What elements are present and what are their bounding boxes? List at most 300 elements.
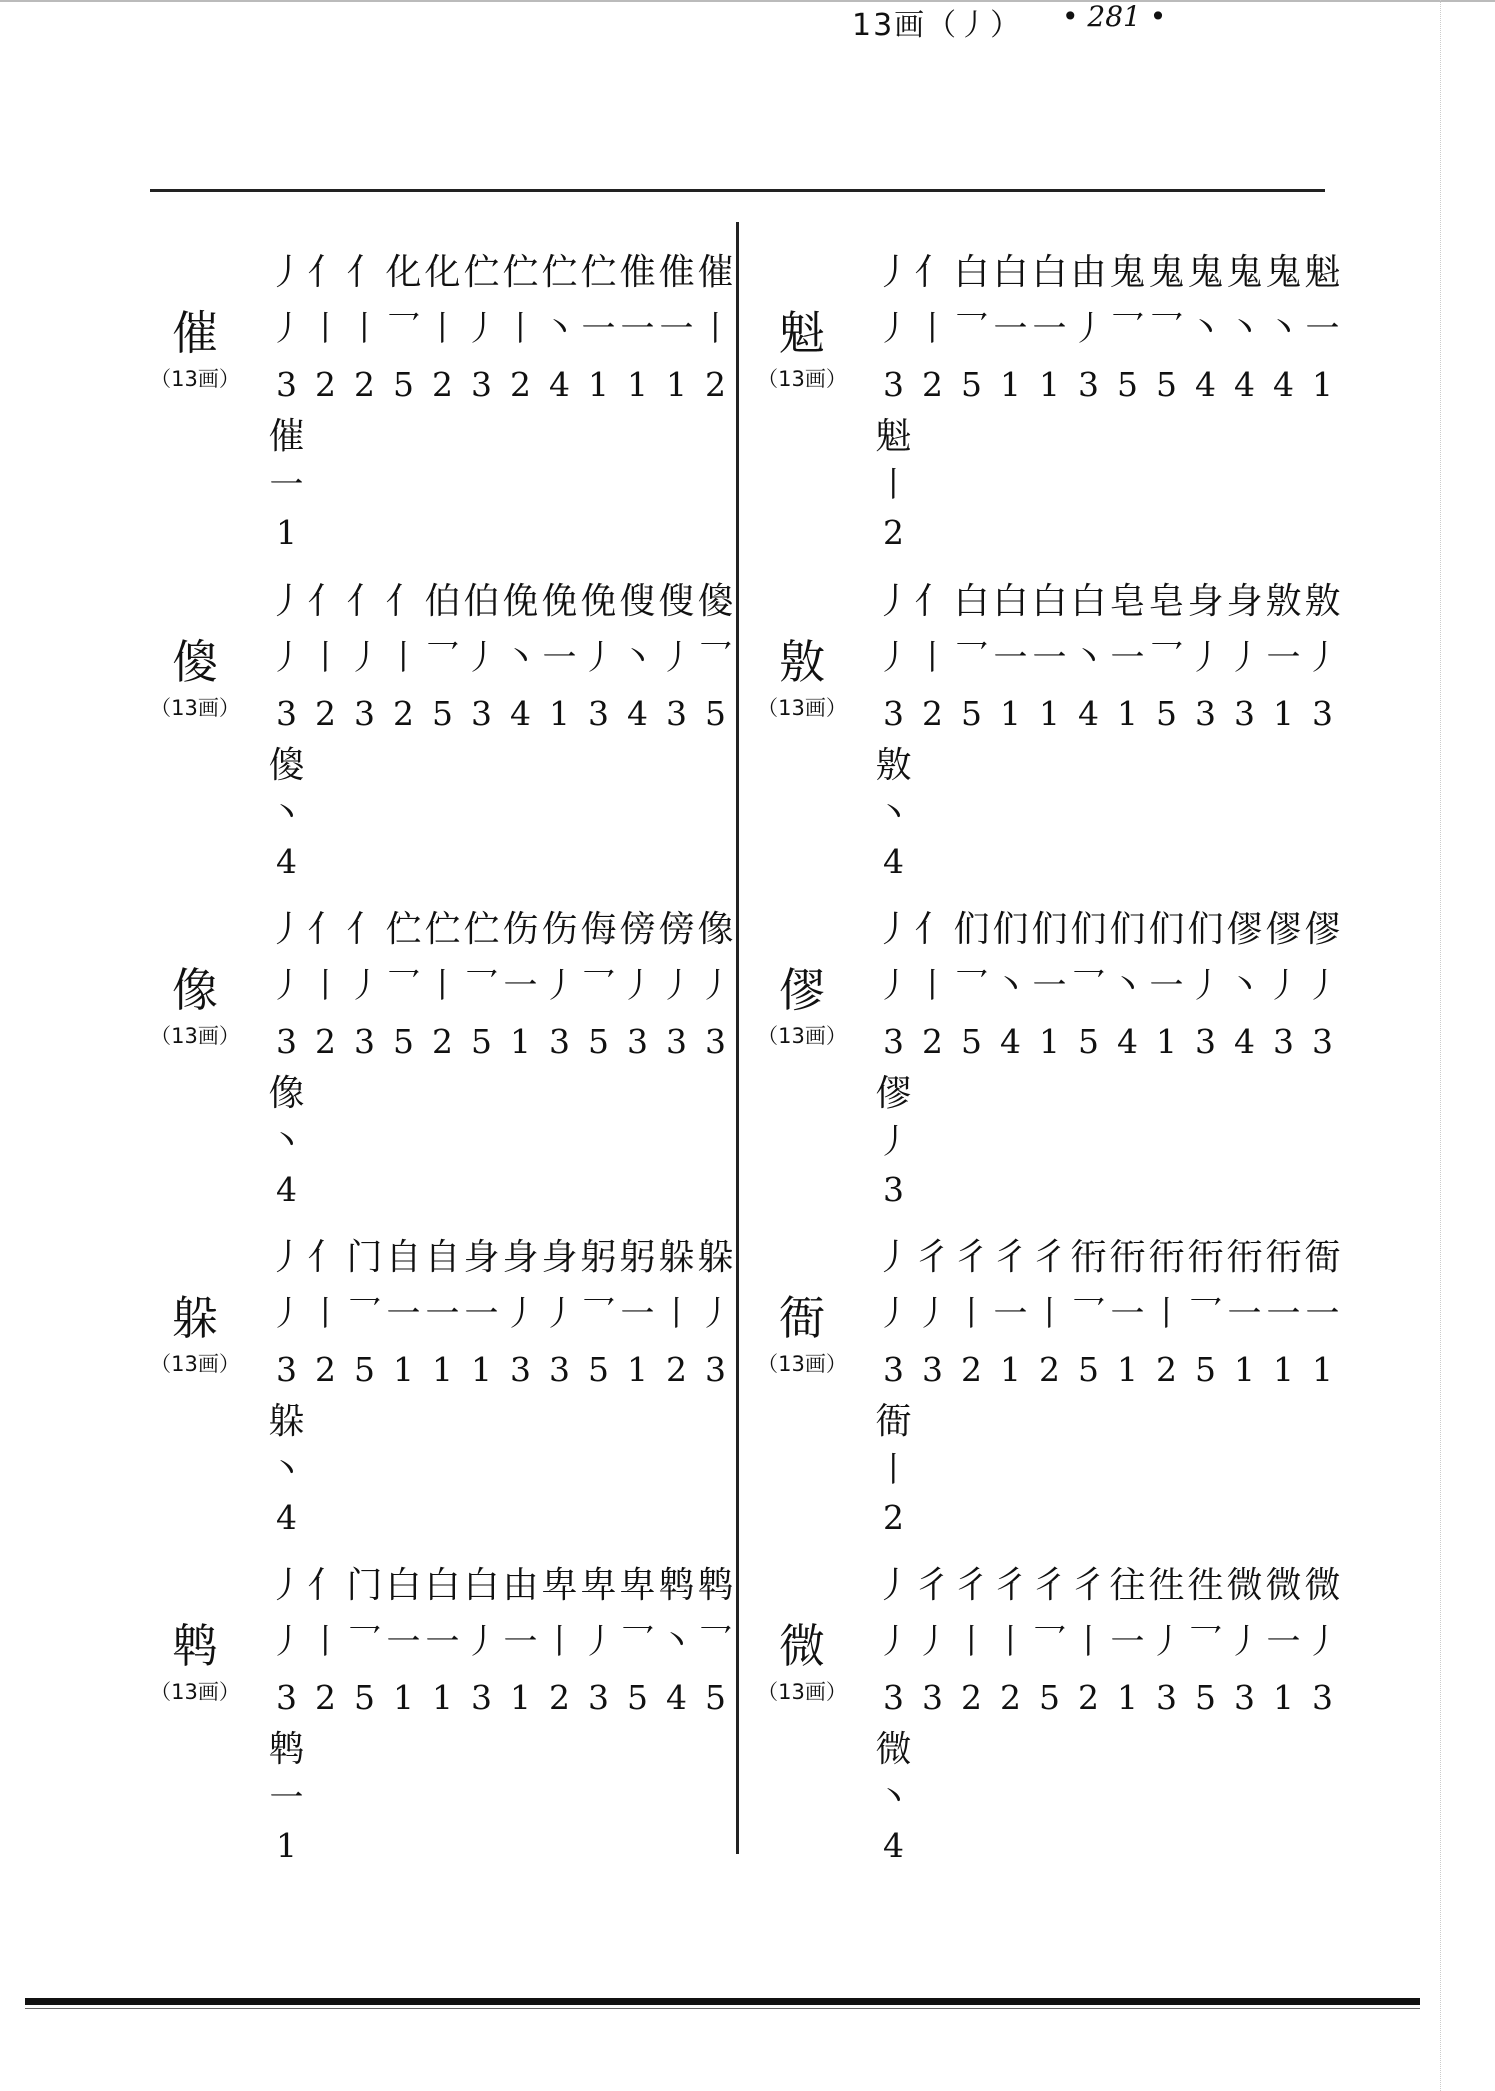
sequence-glyph: 身 xyxy=(463,1237,500,1278)
sequence-glyph: 侮 xyxy=(580,909,617,950)
stroke-glyph: 丨 xyxy=(1032,1294,1067,1334)
stroke-shape-row xyxy=(874,301,1354,357)
stroke-number: 1 xyxy=(1039,1022,1060,1061)
stroke-number-row xyxy=(267,1670,747,1726)
stroke-number: 3 xyxy=(276,694,297,733)
sequence-glyph: 亻 xyxy=(346,581,383,622)
stroke-count-label: （13画） xyxy=(757,1024,847,1048)
sequence-glyph: 躬 xyxy=(580,1237,617,1278)
stroke-glyph: 丿 xyxy=(269,309,304,349)
sequence-glyph: 俛 xyxy=(580,581,617,622)
stroke-number: 2 xyxy=(961,1350,982,1389)
stroke-order-grid xyxy=(874,1230,1354,1398)
sequence-glyph: 徃 xyxy=(1148,1565,1185,1606)
sequence-glyph: 丿 xyxy=(268,1565,305,1606)
stroke-glyph: 丶 xyxy=(1227,966,1262,1006)
stroke-glyph: 乛 xyxy=(1071,966,1106,1006)
stroke-shape-row xyxy=(267,301,747,357)
sequence-glyph: 衎 xyxy=(1148,1237,1185,1278)
stroke-glyph: 丿 xyxy=(620,966,655,1006)
sequence-glyph: 僇 xyxy=(1304,909,1341,950)
stroke-glyph: 一 xyxy=(993,309,1028,349)
stroke-glyph: 一 xyxy=(659,309,694,349)
stroke-glyph: 乛 xyxy=(425,638,460,678)
stroke-number: 3 xyxy=(354,1022,375,1061)
stroke-glyph: 丶 xyxy=(1071,638,1106,678)
stroke-number: 2 xyxy=(393,694,414,733)
stroke-glyph: 丿 xyxy=(659,638,694,678)
stroke-number: 2 xyxy=(666,1350,687,1389)
sequence-glyph: 自 xyxy=(424,1237,461,1278)
final-character: 像 xyxy=(268,1073,305,1114)
stroke-glyph: 乛 xyxy=(1188,1294,1223,1334)
stroke-number: 1 xyxy=(1117,1350,1138,1389)
stroke-glyph: 丿 xyxy=(698,966,733,1006)
stroke-entry xyxy=(757,245,1362,555)
stroke-glyph: 丨 xyxy=(993,1622,1028,1662)
final-stroke-column xyxy=(874,413,934,557)
sequence-glyph: 彳 xyxy=(1031,1565,1068,1606)
sequence-glyph: 身 xyxy=(1226,581,1263,622)
stroke-glyph: 丨 xyxy=(425,309,460,349)
stroke-glyph: 丿 xyxy=(1188,966,1223,1006)
stroke-number: 2 xyxy=(1078,1678,1099,1717)
stroke-order-grid xyxy=(267,574,747,742)
sequence-glyph: 皂 xyxy=(1148,581,1185,622)
stroke-glyph: 丨 xyxy=(915,966,950,1006)
stroke-number: 4 xyxy=(1117,1022,1138,1061)
stroke-glyph: 丿 xyxy=(1305,1622,1340,1662)
stroke-number: 1 xyxy=(1312,1350,1333,1389)
stroke-number: 5 xyxy=(1078,1350,1099,1389)
stroke-count-label: （13画） xyxy=(150,1352,240,1376)
stroke-number: 3 xyxy=(883,1678,904,1717)
sequence-glyph: 白 xyxy=(1070,581,1107,622)
stroke-number: 1 xyxy=(393,1350,414,1389)
final-character: 魁 xyxy=(875,416,912,457)
final-stroke-column xyxy=(267,742,327,886)
stroke-number: 1 xyxy=(1156,1022,1177,1061)
sequence-glyph: 往 xyxy=(1109,1565,1146,1606)
stroke-number: 1 xyxy=(1117,1678,1138,1717)
header-rule xyxy=(150,189,1325,192)
stroke-glyph: 乛 xyxy=(1188,1622,1223,1662)
sequence-glyph: 丿 xyxy=(268,909,305,950)
stroke-sequence-row xyxy=(267,902,747,958)
stroke-number: 3 xyxy=(549,1022,570,1061)
stroke-glyph: 丿 xyxy=(1149,1622,1184,1662)
stroke-number: 2 xyxy=(432,365,453,404)
sequence-glyph: 亻 xyxy=(307,909,344,950)
sequence-glyph: 彳 xyxy=(992,1565,1029,1606)
stroke-shape-row xyxy=(874,1286,1354,1342)
stroke-number: 1 xyxy=(1000,694,1021,733)
stroke-glyph: 一 xyxy=(386,1294,421,1334)
sequence-glyph: 伫 xyxy=(541,252,578,293)
sequence-glyph: 衎 xyxy=(1265,1237,1302,1278)
stroke-number-row xyxy=(874,357,1354,413)
sequence-glyph: 门 xyxy=(346,1237,383,1278)
stroke-glyph: 一 xyxy=(425,1622,460,1662)
stroke-number: 1 xyxy=(471,1350,492,1389)
stroke-number: 5 xyxy=(961,694,982,733)
stroke-number: 4 xyxy=(1234,1022,1255,1061)
sequence-glyph: 伫 xyxy=(463,252,500,293)
sequence-glyph: 们 xyxy=(1031,909,1068,950)
sequence-glyph: 亻 xyxy=(914,252,951,293)
final-stroke-number: 4 xyxy=(276,1498,297,1537)
stroke-glyph: 丿 xyxy=(464,309,499,349)
stroke-glyph: 乛 xyxy=(581,966,616,1006)
final-stroke-column xyxy=(267,413,327,557)
sequence-glyph: 伫 xyxy=(424,909,461,950)
stroke-glyph: 乛 xyxy=(1110,309,1145,349)
sequence-glyph: 白 xyxy=(953,581,990,622)
sequence-glyph: 们 xyxy=(992,909,1029,950)
stroke-number: 1 xyxy=(432,1350,453,1389)
stroke-number: 5 xyxy=(354,1350,375,1389)
stroke-glyph: 一 xyxy=(1149,966,1184,1006)
final-stroke-column xyxy=(267,1070,327,1214)
stroke-glyph: 丿 xyxy=(269,638,304,678)
entry-character: 衙 xyxy=(779,1291,825,1345)
sequence-glyph: 僇 xyxy=(1265,909,1302,950)
sequence-glyph: 自 xyxy=(385,1237,422,1278)
stroke-number-row xyxy=(267,1014,747,1070)
stroke-glyph: 丿 xyxy=(1227,638,1262,678)
stroke-number: 3 xyxy=(1273,1022,1294,1061)
stroke-number: 3 xyxy=(276,1678,297,1717)
stroke-number-row xyxy=(874,1342,1354,1398)
stroke-glyph: 丨 xyxy=(308,638,343,678)
stroke-number: 5 xyxy=(961,365,982,404)
stroke-count-label: （13画） xyxy=(757,367,847,391)
stroke-shape-row xyxy=(267,630,747,686)
stroke-sequence-row xyxy=(267,245,747,301)
stroke-number: 2 xyxy=(510,365,531,404)
stroke-glyph: 乛 xyxy=(698,638,733,678)
stroke-number: 3 xyxy=(922,1350,943,1389)
stroke-glyph: 一 xyxy=(542,638,577,678)
stroke-number: 3 xyxy=(276,365,297,404)
stroke-number: 3 xyxy=(883,694,904,733)
sequence-glyph: 由 xyxy=(1070,252,1107,293)
stroke-number: 2 xyxy=(354,365,375,404)
stroke-count-label: （13画） xyxy=(150,367,240,391)
final-stroke-glyph: 丶 xyxy=(876,1778,911,1818)
sequence-glyph: 催 xyxy=(697,252,734,293)
sequence-glyph: 衎 xyxy=(1226,1237,1263,1278)
sequence-glyph: 亻 xyxy=(307,252,344,293)
stroke-glyph: 丿 xyxy=(1227,1622,1262,1662)
stroke-number: 4 xyxy=(666,1678,687,1717)
stroke-number: 3 xyxy=(471,1678,492,1717)
stroke-glyph: 丶 xyxy=(1266,309,1301,349)
stroke-sequence-row xyxy=(267,1230,747,1286)
stroke-number: 4 xyxy=(1000,1022,1021,1061)
sequence-glyph: 微 xyxy=(1304,1565,1341,1606)
sequence-glyph: 丿 xyxy=(875,1237,912,1278)
final-character: 微 xyxy=(875,1729,912,1770)
stroke-number: 2 xyxy=(922,694,943,733)
stroke-number: 4 xyxy=(510,694,531,733)
final-stroke-column xyxy=(267,1726,327,1870)
final-stroke-glyph: 丿 xyxy=(876,1122,911,1162)
stroke-glyph: 丿 xyxy=(659,966,694,1006)
stroke-order-grid xyxy=(874,574,1354,742)
stroke-number: 1 xyxy=(666,365,687,404)
stroke-glyph: 丿 xyxy=(503,1294,538,1334)
final-stroke-glyph: 丶 xyxy=(876,794,911,834)
stroke-glyph: 乛 xyxy=(386,966,421,1006)
stroke-glyph: 乛 xyxy=(581,1294,616,1334)
stroke-glyph: 丨 xyxy=(954,1622,989,1662)
stroke-number: 2 xyxy=(549,1678,570,1717)
sequence-glyph: 僇 xyxy=(1226,909,1263,950)
sequence-glyph: 鬼 xyxy=(1265,252,1302,293)
entry-character: 躲 xyxy=(172,1291,218,1345)
stroke-number: 3 xyxy=(549,1350,570,1389)
stroke-entry xyxy=(757,902,1362,1212)
stroke-number: 2 xyxy=(1156,1350,1177,1389)
final-character: 傻 xyxy=(268,745,305,786)
sequence-glyph: 魁 xyxy=(1304,252,1341,293)
stroke-glyph: 丿 xyxy=(269,1622,304,1662)
stroke-sequence-row xyxy=(874,574,1354,630)
page-number: • 281 • xyxy=(1062,0,1167,33)
stroke-order-grid xyxy=(874,902,1354,1070)
stroke-number: 5 xyxy=(961,1022,982,1061)
stroke-number: 3 xyxy=(1234,1678,1255,1717)
stroke-glyph: 乛 xyxy=(347,1294,382,1334)
sequence-glyph: 白 xyxy=(992,252,1029,293)
stroke-number: 3 xyxy=(588,1678,609,1717)
stroke-number: 1 xyxy=(1000,1350,1021,1389)
sequence-glyph: 丿 xyxy=(875,581,912,622)
stroke-entry xyxy=(757,1558,1362,1868)
stroke-glyph: 乛 xyxy=(954,966,989,1006)
stroke-glyph: 乛 xyxy=(698,1622,733,1662)
stroke-glyph: 丿 xyxy=(464,1622,499,1662)
stroke-glyph: 一 xyxy=(581,309,616,349)
stroke-glyph: 丿 xyxy=(581,1622,616,1662)
sequence-glyph: 们 xyxy=(1148,909,1185,950)
stroke-number: 5 xyxy=(588,1022,609,1061)
sequence-glyph: 鹎 xyxy=(658,1565,695,1606)
stroke-glyph: 乛 xyxy=(954,309,989,349)
entry-character: 像 xyxy=(172,963,218,1017)
stroke-number: 3 xyxy=(883,365,904,404)
stroke-glyph: 一 xyxy=(993,638,1028,678)
stroke-glyph: 一 xyxy=(1305,1294,1340,1334)
sequence-glyph: 彳 xyxy=(953,1565,990,1606)
stroke-glyph: 乛 xyxy=(464,966,499,1006)
stroke-glyph: 一 xyxy=(1032,309,1067,349)
sequence-glyph: 丿 xyxy=(268,252,305,293)
final-stroke-number: 4 xyxy=(883,1826,904,1865)
sequence-glyph: 由 xyxy=(502,1565,539,1606)
sequence-glyph: 俛 xyxy=(502,581,539,622)
stroke-order-grid xyxy=(874,245,1354,413)
stroke-number: 1 xyxy=(510,1678,531,1717)
final-stroke-glyph: 丨 xyxy=(876,1450,911,1490)
sequence-glyph: 傍 xyxy=(619,909,656,950)
sequence-glyph: 俛 xyxy=(541,581,578,622)
final-stroke-number: 3 xyxy=(883,1170,904,1209)
stroke-shape-row xyxy=(874,630,1354,686)
sequence-glyph: 们 xyxy=(1070,909,1107,950)
sequence-glyph: 傻 xyxy=(697,581,734,622)
sequence-glyph: 化 xyxy=(424,252,461,293)
footer-rule xyxy=(25,1998,1420,2005)
sequence-glyph: 鹎 xyxy=(697,1565,734,1606)
sequence-glyph: 伤 xyxy=(502,909,539,950)
stroke-glyph: 丿 xyxy=(1305,638,1340,678)
stroke-number: 3 xyxy=(276,1022,297,1061)
sequence-glyph: 亻 xyxy=(346,252,383,293)
stroke-glyph: 丿 xyxy=(698,1294,733,1334)
stroke-glyph: 丨 xyxy=(915,638,950,678)
sequence-glyph: 白 xyxy=(992,581,1029,622)
stroke-number: 2 xyxy=(705,365,726,404)
sequence-glyph: 衎 xyxy=(1187,1237,1224,1278)
stroke-number: 5 xyxy=(1156,694,1177,733)
sequence-glyph: 伯 xyxy=(463,581,500,622)
stroke-number: 5 xyxy=(1156,365,1177,404)
final-stroke-glyph: 丶 xyxy=(269,1450,304,1490)
stroke-number: 1 xyxy=(1117,694,1138,733)
stroke-number: 3 xyxy=(471,365,492,404)
stroke-glyph: 丨 xyxy=(954,1294,989,1334)
sequence-glyph: 敫 xyxy=(1304,581,1341,622)
stroke-order-grid xyxy=(874,1558,1354,1726)
stroke-number: 1 xyxy=(1039,694,1060,733)
sequence-glyph: 卑 xyxy=(580,1565,617,1606)
stroke-entry xyxy=(150,574,755,884)
final-character: 鹎 xyxy=(268,1729,305,1770)
stroke-glyph: 丨 xyxy=(503,309,538,349)
stroke-order-grid xyxy=(267,245,747,413)
stroke-glyph: 丨 xyxy=(386,638,421,678)
stroke-glyph: 丨 xyxy=(425,966,460,1006)
sequence-glyph: 皂 xyxy=(1109,581,1146,622)
sequence-glyph: 彳 xyxy=(1031,1237,1068,1278)
stroke-glyph: 一 xyxy=(1305,309,1340,349)
running-header-title: 13画（丿） xyxy=(852,8,1023,43)
footer-rule-thin xyxy=(25,2008,1420,2009)
stroke-number: 3 xyxy=(588,694,609,733)
sequence-glyph: 亻 xyxy=(307,1237,344,1278)
final-stroke-glyph: 一 xyxy=(269,1778,304,1818)
stroke-number: 4 xyxy=(1195,365,1216,404)
stroke-number-row xyxy=(874,686,1354,742)
stroke-glyph: 丨 xyxy=(915,309,950,349)
stroke-glyph: 丿 xyxy=(1305,966,1340,1006)
stroke-number: 5 xyxy=(354,1678,375,1717)
stroke-number: 1 xyxy=(393,1678,414,1717)
sequence-glyph: 身 xyxy=(1187,581,1224,622)
sequence-glyph: 亻 xyxy=(307,581,344,622)
stroke-glyph: 丨 xyxy=(659,1294,694,1334)
sequence-glyph: 丿 xyxy=(875,1565,912,1606)
final-character: 催 xyxy=(268,416,305,457)
stroke-number: 2 xyxy=(961,1678,982,1717)
sequence-glyph: 白 xyxy=(1031,252,1068,293)
stroke-glyph: 乛 xyxy=(1149,638,1184,678)
stroke-number-row xyxy=(874,1670,1354,1726)
page-top-edge xyxy=(0,0,1495,2)
sequence-glyph: 亻 xyxy=(346,909,383,950)
final-stroke-column xyxy=(874,1398,934,1542)
sequence-glyph: 伯 xyxy=(424,581,461,622)
stroke-glyph: 丿 xyxy=(1071,309,1106,349)
stroke-glyph: 丿 xyxy=(915,1622,950,1662)
stroke-number: 3 xyxy=(276,1350,297,1389)
stroke-number: 3 xyxy=(883,1350,904,1389)
sequence-glyph: 衙 xyxy=(1304,1237,1341,1278)
stroke-glyph: 丶 xyxy=(1188,309,1223,349)
stroke-glyph: 丨 xyxy=(347,309,382,349)
stroke-glyph: 丨 xyxy=(1071,1622,1106,1662)
stroke-number: 1 xyxy=(432,1678,453,1717)
stroke-number: 3 xyxy=(510,1350,531,1389)
stroke-glyph: 乛 xyxy=(954,638,989,678)
sequence-glyph: 伫 xyxy=(463,909,500,950)
stroke-number: 3 xyxy=(922,1678,943,1717)
stroke-number: 2 xyxy=(315,1022,336,1061)
stroke-glyph: 丿 xyxy=(876,309,911,349)
sequence-glyph: 鬼 xyxy=(1148,252,1185,293)
stroke-glyph: 丿 xyxy=(915,1294,950,1334)
stroke-number: 5 xyxy=(1078,1022,1099,1061)
sequence-glyph: 彳 xyxy=(914,1237,951,1278)
sequence-glyph: 丿 xyxy=(268,581,305,622)
stroke-number: 5 xyxy=(471,1022,492,1061)
stroke-sequence-row xyxy=(874,1558,1354,1614)
sequence-glyph: 微 xyxy=(1226,1565,1263,1606)
stroke-number: 3 xyxy=(705,1022,726,1061)
stroke-number: 5 xyxy=(393,1022,414,1061)
sequence-glyph: 白 xyxy=(463,1565,500,1606)
stroke-number: 3 xyxy=(1195,1022,1216,1061)
stroke-glyph: 丶 xyxy=(620,638,655,678)
sequence-glyph: 卑 xyxy=(619,1565,656,1606)
stroke-number: 2 xyxy=(315,1350,336,1389)
final-character: 躲 xyxy=(268,1401,305,1442)
stroke-glyph: 丿 xyxy=(876,1622,911,1662)
stroke-glyph: 一 xyxy=(425,1294,460,1334)
entry-character: 僇 xyxy=(779,963,825,1017)
stroke-glyph: 一 xyxy=(386,1622,421,1662)
stroke-number: 5 xyxy=(1195,1678,1216,1717)
stroke-count-label: （13画） xyxy=(757,1680,847,1704)
stroke-glyph: 丨 xyxy=(698,309,733,349)
sequence-glyph: 门 xyxy=(346,1565,383,1606)
stroke-number: 3 xyxy=(1312,1022,1333,1061)
stroke-number: 5 xyxy=(393,365,414,404)
sequence-glyph: 躲 xyxy=(697,1237,734,1278)
sequence-glyph: 傁 xyxy=(658,581,695,622)
stroke-glyph: 丨 xyxy=(1149,1294,1184,1334)
stroke-glyph: 乛 xyxy=(1032,1622,1067,1662)
stroke-sequence-row xyxy=(267,574,747,630)
stroke-number-row xyxy=(267,686,747,742)
sequence-glyph: 丿 xyxy=(875,252,912,293)
stroke-number: 1 xyxy=(627,1350,648,1389)
sequence-glyph: 丿 xyxy=(268,1237,305,1278)
sequence-glyph: 伤 xyxy=(541,909,578,950)
stroke-number: 1 xyxy=(510,1022,531,1061)
